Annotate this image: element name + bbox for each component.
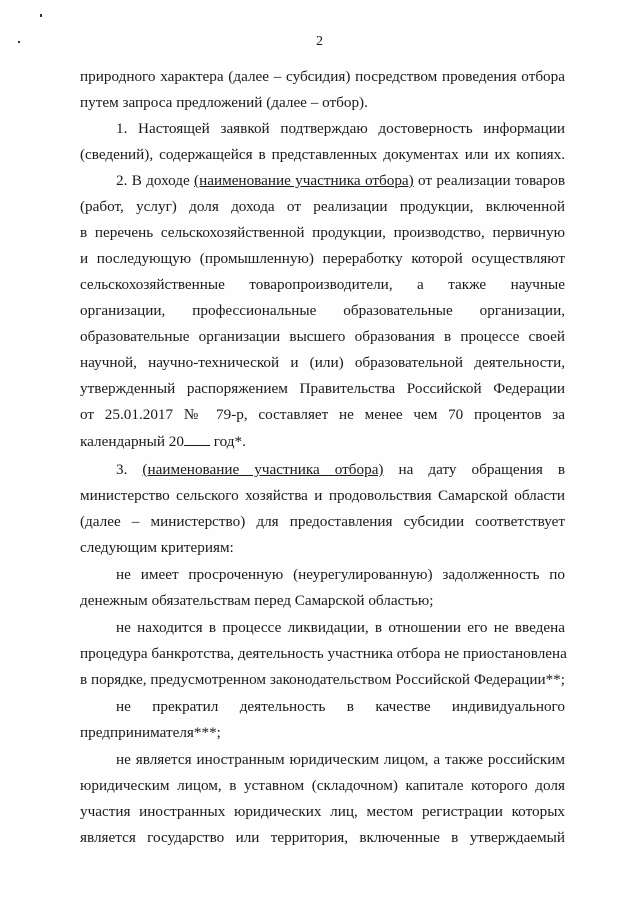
text-line: денежным обязательствам перед Самарской областью; (80, 592, 434, 609)
text-line: не имеет просроченную (неурегулированную) задолженность по (116, 566, 565, 583)
text-line: в перечень сельскохозяйственной продукции, производство, первичную (80, 224, 565, 241)
text-line: и последующую (промышленную) переработку которой осуществляют (80, 250, 565, 267)
text-line (116, 461, 565, 479)
text-line: (сведений), содержащейся в представленных документах или их копиях. (80, 146, 565, 163)
placeholder-participant-name: (наименование участника отбора) (142, 461, 384, 478)
text-line: министерство сельского хозяйства и продовольствия Самарской области (80, 487, 565, 504)
text-line: не прекратил деятельность в качестве индивидуального (116, 698, 565, 715)
text-span: календарный 20 (80, 433, 184, 450)
text-span: на дату обращения в (383, 461, 566, 478)
text-line: в порядке, предусмотренном законодательством Российской Федерации**; (80, 671, 565, 688)
text-line (116, 172, 565, 190)
text-line: юридическим лицом, в уставном (складочном) капитале которого доля (80, 777, 565, 794)
scan-speck (40, 14, 42, 17)
placeholder-participant-name: (наименование участника отбора) (194, 172, 414, 189)
text-line: образовательные организации высшего образования в процессе своей (80, 328, 565, 345)
text-line (80, 432, 565, 451)
text-span: от реализации товаров (413, 172, 566, 189)
text-line: процедура банкротства, деятельность участника отбора не приостановлена (80, 645, 567, 662)
text-line: путем запроса предложений (далее – отбор). (80, 94, 368, 111)
page-number: 2 (316, 34, 323, 49)
text-line: не находится в процессе ликвидации, в отношении его не введена (116, 619, 565, 636)
text-line: организации, профессиональные образовательные организации, (80, 302, 565, 319)
text-line: природного характера (далее – субсидия) посредством проведения отбора (80, 68, 565, 85)
text-span: год*. (209, 433, 246, 450)
text-line: утвержденный распоряжением Правительства Российской Федерации (80, 380, 565, 397)
text-line: 1. Настоящей заявкой подтверждаю достоверность информации (116, 120, 565, 137)
text-line: является государство или территория, включенные в утверждаемый (80, 829, 565, 846)
text-line: (работ, услуг) доля дохода от реализации продукции, включенной (80, 198, 565, 215)
text-line: участия иностранных юридических лиц, местом регистрации которых (80, 803, 565, 820)
text-line: от 25.01.2017 № 79-р, составляет не менее чем 70 процентов за (80, 406, 565, 423)
text-span: 2. В доходе (116, 172, 195, 189)
text-line: следующим критериям: (80, 539, 234, 556)
text-line: предпринимателя***; (80, 724, 221, 741)
text-line: научной, научно-технической и (или) образовательной деятельности, (80, 354, 565, 371)
text-line: не является иностранным юридическим лицом, а также российским (116, 751, 565, 768)
year-blank-field (184, 432, 210, 446)
text-line: (далее – министерство) для предоставления субсидии соответствует (80, 513, 565, 530)
text-line: сельскохозяйственные товаропроизводители, а также научные (80, 276, 565, 293)
text-span: 3. (116, 461, 143, 478)
